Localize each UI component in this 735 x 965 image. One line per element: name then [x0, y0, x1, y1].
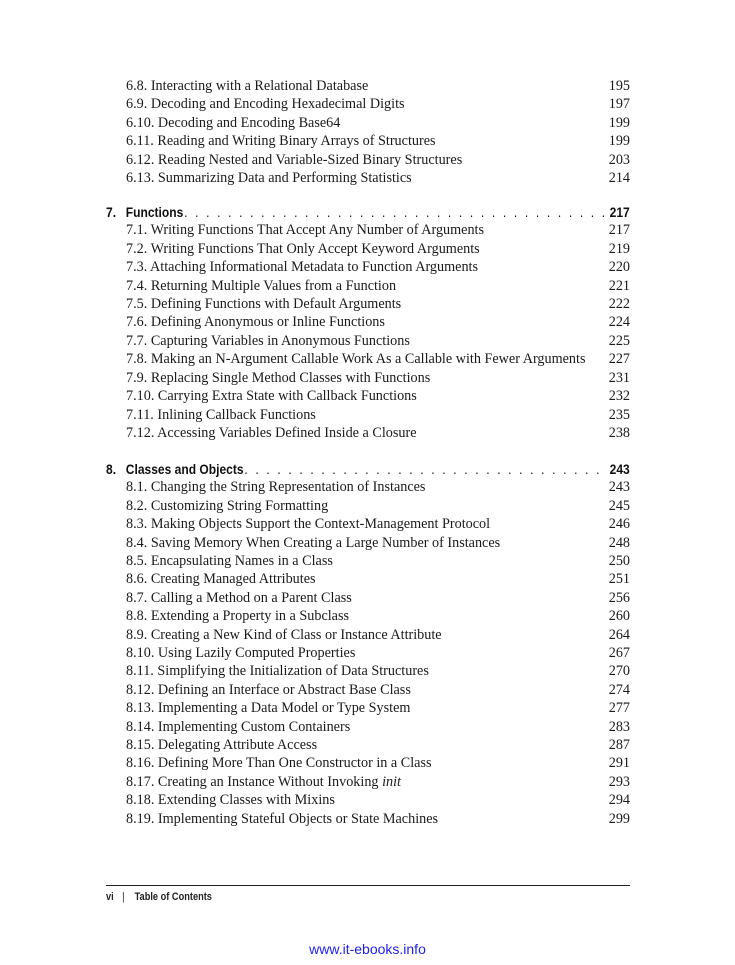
toc-entry[interactable]: [106, 350, 630, 368]
entry-page-number: 291: [608, 755, 630, 772]
entry-title: 8.7. Calling a Method on a Parent Class: [126, 589, 352, 606]
entry-page-number: 220: [608, 259, 630, 276]
toc-entry[interactable]: [106, 552, 630, 570]
watermark-link[interactable]: www.it-ebooks.info: [309, 941, 426, 957]
entry-page-number: 243: [608, 479, 630, 496]
entry-page-number: 245: [608, 497, 630, 514]
entry-title: 7.7. Capturing Variables in Anonymous Functions: [126, 332, 410, 349]
entry-title: 8.3. Making Objects Support the Context-Management Protocol: [126, 516, 491, 533]
entry-page-number: 231: [608, 369, 630, 386]
entry-page-number: 214: [608, 170, 630, 187]
page-numeral: vi: [106, 891, 114, 903]
entry-page-number: 250: [608, 552, 630, 569]
toc-entry[interactable]: [106, 534, 630, 552]
toc-entry[interactable]: [106, 169, 630, 187]
page-footer: [106, 891, 212, 903]
entry-page-number: 238: [608, 424, 630, 441]
toc-entry[interactable]: [106, 478, 630, 496]
toc-entry[interactable]: [106, 258, 630, 276]
entry-title: 7.11. Inlining Callback Functions: [126, 406, 316, 423]
table-of-contents: [106, 77, 630, 828]
entry-title: 6.12. Reading Nested and Variable-Sized Binary Structures: [126, 151, 463, 168]
toc-entry[interactable]: [106, 77, 630, 95]
toc-entry[interactable]: [106, 497, 630, 515]
entry-title: 8.13. Implementing a Data Model or Type System: [126, 700, 411, 717]
entry-title: 8.1. Changing the String Representation of Instances: [126, 479, 426, 496]
toc-entry[interactable]: [106, 570, 630, 588]
entry-title: 8.18. Extending Classes with Mixins: [126, 792, 335, 809]
entry-title: 8.4. Saving Memory When Creating a Large Number of Instances: [126, 534, 501, 551]
toc-entry[interactable]: [106, 221, 630, 239]
chapter-heading[interactable]: [106, 203, 630, 221]
entry-page-number: 221: [608, 277, 630, 294]
entry-page-number: 270: [608, 663, 630, 680]
toc-entry[interactable]: [106, 406, 630, 424]
entry-title: 6.11. Reading and Writing Binary Arrays of Structures: [126, 133, 436, 150]
chapter-heading[interactable]: [106, 460, 630, 478]
entry-title: 8.19. Implementing Stateful Objects or State Machines: [126, 810, 439, 827]
entry-page-number: 225: [608, 332, 630, 349]
entry-title: 7.1. Writing Functions That Accept Any Number of Arguments: [126, 222, 485, 239]
entry-page-number: 197: [608, 96, 630, 113]
toc-entry[interactable]: [106, 424, 630, 442]
entry-title: 8.8. Extending a Property in a Subclass: [126, 608, 350, 625]
toc-entry[interactable]: [106, 369, 630, 387]
entry-title: 8.12. Defining an Interface or Abstract Base Class: [126, 681, 411, 698]
entry-page-number: 251: [608, 571, 630, 588]
entry-page-number: 219: [608, 240, 630, 257]
entry-page-number: 299: [608, 810, 630, 827]
toc-entry[interactable]: [106, 240, 630, 258]
dot-leader: [184, 203, 606, 221]
entry-page-number: 199: [608, 133, 630, 150]
entry-page-number: 260: [608, 608, 630, 625]
entry-page-number: 217: [608, 222, 630, 239]
entry-title: 8.16. Defining More Than One Constructor in a Class: [126, 755, 432, 772]
entry-page-number: 264: [608, 626, 630, 643]
entry-title: 8.14. Implementing Custom Containers: [126, 718, 351, 735]
footer-separator: |: [122, 891, 125, 903]
entry-title-emphasis: init: [382, 773, 401, 790]
chapter-page-number: 217: [609, 204, 630, 221]
entry-title: 8.11. Simplifying the Initialization of Data Structures: [126, 663, 429, 680]
dot-leader: [244, 460, 606, 478]
running-head: Table of Contents: [134, 891, 212, 903]
entry-page-number: 227: [608, 351, 630, 368]
toc-entry[interactable]: [106, 644, 630, 662]
entry-title: 7.5. Defining Functions with Default Arguments: [126, 296, 402, 313]
toc-entry[interactable]: [106, 313, 630, 331]
toc-entry[interactable]: [106, 114, 630, 132]
entry-page-number: 246: [608, 516, 630, 533]
entry-title: 7.2. Writing Functions That Only Accept Keyword Arguments: [126, 240, 480, 257]
entry-title: 6.9. Decoding and Encoding Hexadecimal Digits: [126, 96, 405, 113]
entry-page-number: 287: [608, 737, 630, 753]
toc-entry[interactable]: [106, 515, 630, 533]
entry-page-number: 277: [608, 700, 630, 717]
entry-title: 6.8. Interacting with a Relational Database: [126, 78, 369, 94]
entry-title: 7.6. Defining Anonymous or Inline Functions: [126, 314, 385, 331]
entry-page-number: 267: [608, 644, 630, 661]
entry-page-number: 283: [608, 718, 630, 735]
entry-page-number: 248: [608, 534, 630, 551]
entry-page-number: 195: [608, 78, 630, 94]
toc-entry[interactable]: [106, 699, 630, 717]
toc-entry[interactable]: [106, 773, 630, 791]
entry-title: 8.9. Creating a New Kind of Class or Instance Attribute: [126, 626, 442, 643]
toc-entry[interactable]: [106, 151, 630, 169]
chapter-number: 7.: [106, 204, 117, 221]
toc-entry[interactable]: [106, 589, 630, 607]
entry-title: 7.9. Replacing Single Method Classes with Functions: [126, 369, 431, 386]
entry-title: 7.12. Accessing Variables Defined Inside a Closure: [126, 424, 417, 441]
toc-entry[interactable]: [106, 387, 630, 405]
toc-entry[interactable]: [106, 662, 630, 680]
entry-title: 7.4. Returning Multiple Values from a Function: [126, 277, 397, 294]
entry-page-number: 199: [608, 114, 630, 131]
toc-entry[interactable]: [106, 736, 630, 754]
footer-rule: [106, 885, 630, 886]
entry-page-number: 224: [608, 314, 630, 331]
toc-entry[interactable]: [106, 332, 630, 350]
toc-entry[interactable]: [106, 718, 630, 736]
entry-page-number: 232: [608, 388, 630, 405]
chapter-page-number: 243: [609, 461, 630, 478]
toc-entry[interactable]: [106, 810, 630, 828]
chapter-title: Functions: [125, 204, 184, 221]
entry-title: 8.2. Customizing String Formatting: [126, 497, 329, 514]
entry-page-number: 203: [608, 151, 630, 168]
entry-title: 7.8. Making an N-Argument Callable Work As a Callable with Fewer Arguments: [126, 351, 586, 368]
toc-entry[interactable]: [106, 132, 630, 150]
toc-entry[interactable]: [106, 295, 630, 313]
entry-title: 8.15. Delegating Attribute Access: [126, 737, 318, 753]
chapter-title: Classes and Objects: [125, 461, 244, 478]
chapter-number: 8.: [106, 461, 117, 478]
entry-page-number: 235: [608, 406, 630, 423]
section-gap: [106, 187, 630, 203]
entry-title: 6.10. Decoding and Encoding Base64: [126, 114, 341, 131]
entry-title: 8.17. Creating an Instance Without Invoking: [126, 773, 383, 790]
entry-title: 8.5. Encapsulating Names in a Class: [126, 552, 333, 569]
toc-entry[interactable]: [106, 95, 630, 113]
toc-entry[interactable]: [106, 277, 630, 295]
entry-page-number: 293: [608, 773, 630, 790]
entry-title: 7.3. Attaching Informational Metadata to Function Arguments: [126, 259, 478, 276]
entry-title: 8.6. Creating Managed Attributes: [126, 571, 316, 588]
entry-page-number: 274: [608, 681, 630, 698]
toc-entry[interactable]: [106, 791, 630, 809]
toc-entry[interactable]: [106, 681, 630, 699]
entry-page-number: 222: [608, 296, 630, 313]
toc-entry[interactable]: [106, 607, 630, 625]
entry-title: 8.10. Using Lazily Computed Properties: [126, 644, 356, 661]
entry-page-number: 256: [608, 589, 630, 606]
toc-entry[interactable]: [106, 626, 630, 644]
entry-title: 7.10. Carrying Extra State with Callback Functions: [126, 388, 417, 405]
entry-title: 6.13. Summarizing Data and Performing Statistics: [126, 170, 412, 187]
toc-entry[interactable]: [106, 754, 630, 772]
entry-page-number: 294: [608, 792, 630, 809]
section-gap: [106, 442, 630, 460]
